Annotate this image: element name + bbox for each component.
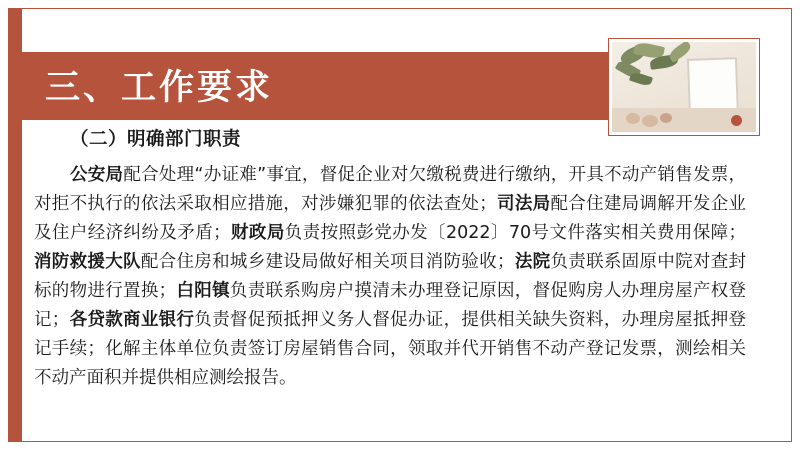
- paragraph-text: 负责联系购房户摸清未办理登记原因，督促购房人办理房屋产权登记；: [34, 281, 747, 330]
- paragraph-text: 配合住建局调解开发企业及住户经济纠纷及矛盾；: [34, 194, 747, 243]
- slide-body: [34, 125, 764, 393]
- responsible-org-name: 公安局: [70, 165, 124, 185]
- paragraph-text: 负责按照彭党办发〔2022〕70号文件落实相关费用保障；: [284, 223, 747, 243]
- leaf-icon: [629, 71, 653, 87]
- responsible-org-name: 法院: [514, 252, 551, 272]
- responsible-org-name: 消防救援大队: [34, 252, 141, 272]
- paragraph-text: 配合住房和城乡建设局做好相关项目消防验收；: [140, 252, 515, 272]
- pebble-shape: [660, 113, 672, 123]
- paragraph-text: 负责督促预抵押义务人督促办证，提供相关缺失资料，办理房屋抵押登记手续；化解主体单位负责签订房屋销售合同，领取并代开销售不动产登记发票，测绘相关不动产面积并提供相应测绘报告。: [34, 310, 747, 388]
- responsible-org-name: 各贷款商业银行: [69, 310, 195, 330]
- paragraph-text: 负责联系固原中院对查封标的物进行置换；: [34, 252, 747, 301]
- paragraph-text: 配合处理“办证难”事宜，督促企业对欠缴税费进行缴纳，开具不动产销售发票，对拒不执行的依法采取相应措施，对涉嫌犯罪的依法查处；: [34, 165, 746, 214]
- decorative-plant-photo: [608, 38, 760, 136]
- responsible-org-name: 财政局: [230, 223, 285, 243]
- responsible-org-name: 白阳镇: [176, 281, 230, 301]
- page-title: 三、工作要求: [45, 67, 274, 108]
- section-subheading: （二）明确部门职责: [70, 129, 242, 150]
- body-paragraph: [34, 161, 764, 393]
- photo-inner: [612, 42, 756, 132]
- pebble-shape: [626, 113, 640, 124]
- responsible-org-name: 司法局: [496, 194, 551, 214]
